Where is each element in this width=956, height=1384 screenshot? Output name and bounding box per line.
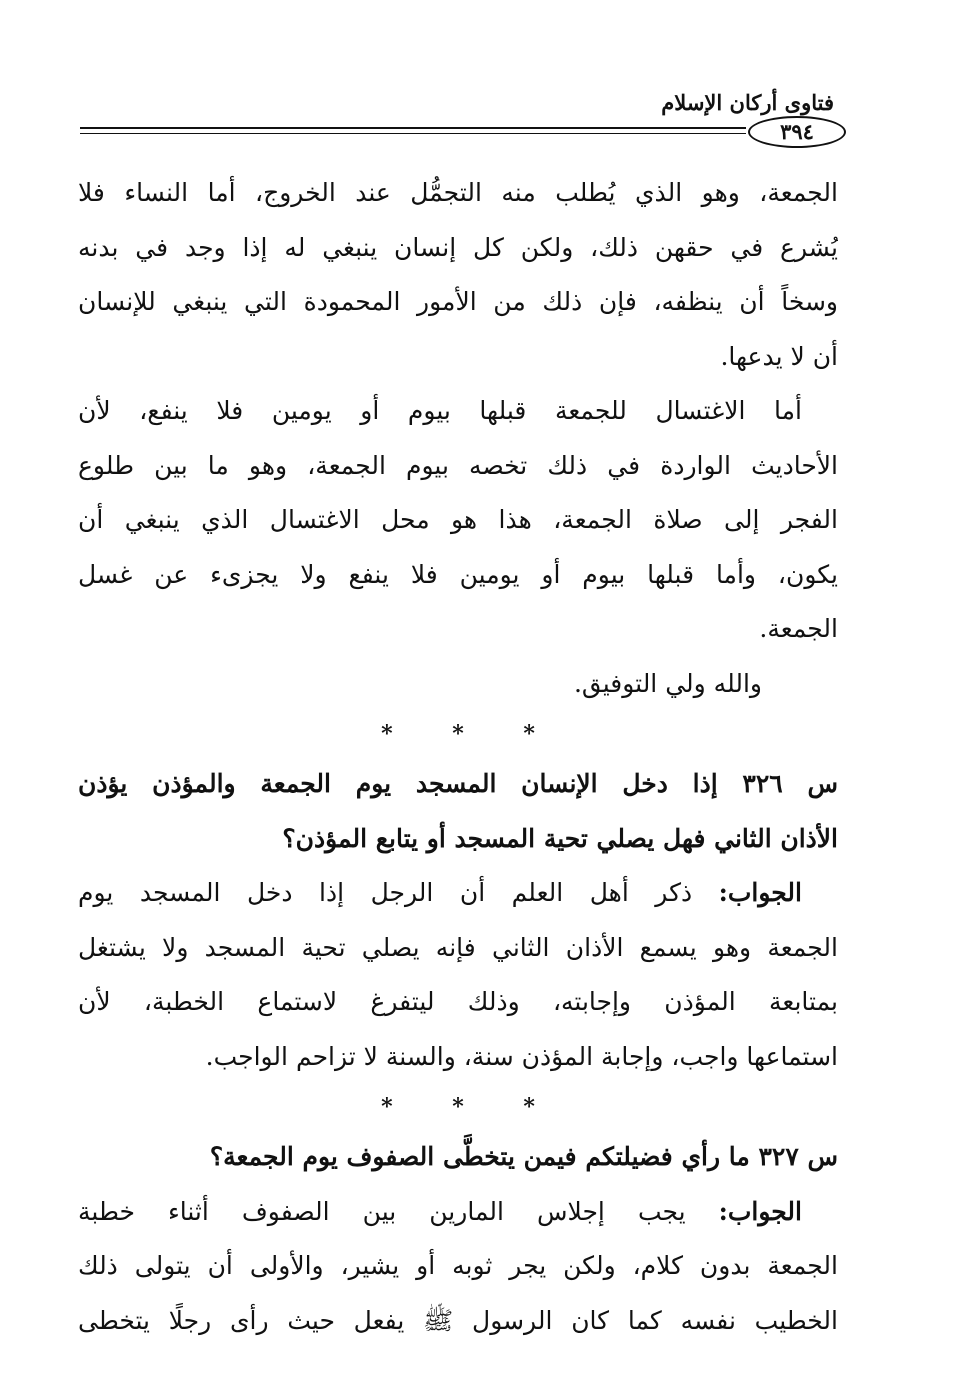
- text-line: أن لا يدعها.: [720, 341, 838, 371]
- question-line: الأذان الثاني فهل يصلي تحية المسجد أو يتابع المؤذن؟: [282, 823, 838, 853]
- closing-line: والله ولي التوفيق.: [573, 668, 762, 698]
- text-line: الجمعة وهو يسمع الأذان الثاني فإنه يصلي تحية المسجد ولا يشتغل: [78, 932, 838, 962]
- header-rule: [80, 127, 746, 129]
- book-title: فتاوى أركان الإسلام: [661, 90, 834, 115]
- section-separator: * * *: [381, 1094, 561, 1120]
- answer-text: يجب إجلاس المارين بين الصفوف أثناء خطبة: [78, 1196, 686, 1226]
- section-separator: * * *: [381, 721, 561, 747]
- paragraph-1: [78, 166, 838, 384]
- text-line: يكون، وأما قبلها بيوم أو يومين فلا ينفع ولا يجزىء عن غسل: [78, 559, 838, 589]
- text-line: الجمعة، وهو الذي يُطلب منه التجمُّل عند الخروج، أما النساء فلا: [78, 178, 838, 207]
- question-327: [78, 1130, 838, 1348]
- page-number: ٣٩٤: [748, 116, 846, 148]
- header-rule-thin: [80, 133, 746, 134]
- answer-label: الجواب:: [718, 878, 802, 907]
- question-326: [78, 757, 838, 1084]
- paragraph-2: [78, 384, 838, 711]
- question-line: س ٣٢٧ ما رأي فضيلتكم فيمن يتخطَّى الصفوف يوم الجمعة؟: [209, 1142, 838, 1171]
- text-line: استماعها واجب، وإجابة المؤذن سنة، والسنة لا تزاحم الواجب.: [205, 1041, 838, 1071]
- text-line: يُشرع في حقهن ذلك، ولكن كل إنسان ينبغي له إذا وجد في بدنه: [78, 232, 838, 262]
- text-line: الخطيب نفسه كما كان الرسول ﷺ يفعل حيث رأى رجلًا يتخطى: [78, 1305, 838, 1335]
- text-line: بمتابعة المؤذن وإجابته، وذلك ليتفرغ لاستماع الخطبة، لأن: [78, 987, 838, 1016]
- text-line: الجمعة بدون كلام، ولكن يجر ثوبه أو يشير، والأولى أن يتولى ذلك: [78, 1251, 838, 1280]
- answer-first-line: [78, 1185, 838, 1240]
- text-line: الجمعة.: [759, 614, 838, 643]
- page-header: [70, 86, 846, 156]
- answer-text: ذكر أهل العلم أن الرجل إذا دخل المسجد يوم: [78, 878, 693, 907]
- answer-label: الجواب:: [718, 1196, 802, 1226]
- text-line: الأحاديث الواردة في ذلك تخصه بيوم الجمعة، وهو ما بين طلوع: [78, 450, 838, 480]
- question-line: س ٣٢٦ إذا دخل الإنسان المسجد يوم الجمعة والمؤذن يؤذن: [78, 769, 838, 798]
- answer-first-line: [78, 866, 838, 921]
- text-line: وسخاً أن ينظفه، فإن ذلك من الأمور المحمودة التي ينبغي للإنسان: [78, 287, 838, 316]
- page-body: [78, 166, 838, 1348]
- text-line: أما الاغتسال للجمعة قبلها بيوم أو يومين فلا ينفع، لأن: [78, 396, 802, 425]
- text-line: الفجر إلى صلاة الجمعة، هذا هو محل الاغتسال الذي ينبغي أن: [78, 505, 838, 534]
